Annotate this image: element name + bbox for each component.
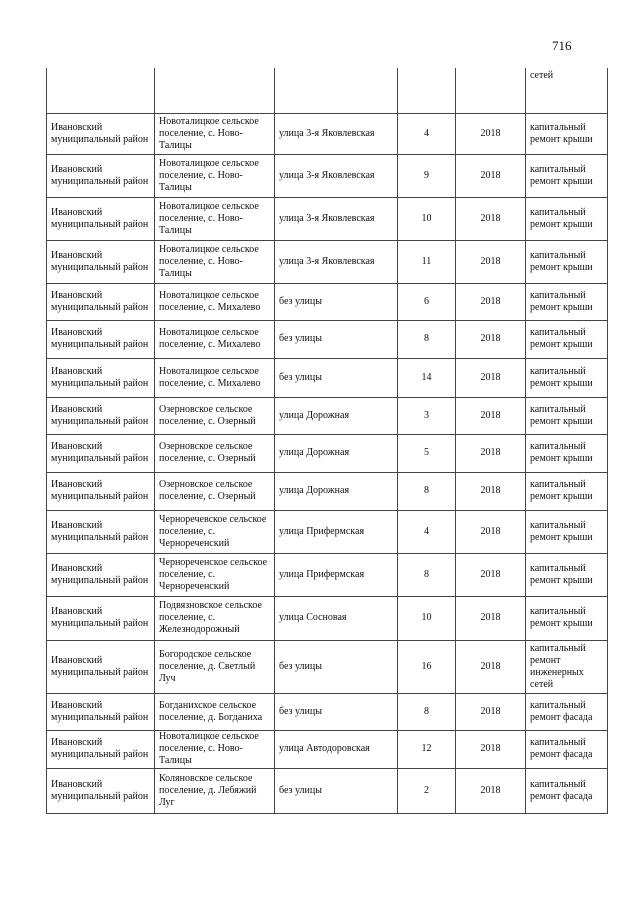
year-cell: 2018	[456, 472, 526, 510]
table-row	[47, 596, 608, 640]
district-cell	[47, 68, 155, 113]
house-cell: 8	[398, 693, 456, 730]
street-cell: улица Сосновая	[275, 596, 398, 640]
year-cell: 2018	[456, 693, 526, 730]
year-cell: 2018	[456, 768, 526, 813]
house-cell	[398, 68, 456, 113]
work-cell: капитальный ремонт крыши	[526, 320, 608, 358]
year-cell: 2018	[456, 197, 526, 240]
page-number: 716	[552, 38, 572, 53]
house-cell: 3	[398, 397, 456, 434]
table-row	[47, 472, 608, 510]
district-cell: Ивановский муниципальный район	[47, 154, 155, 197]
work-cell: капитальный ремонт инженерных сетей	[526, 640, 608, 693]
house-cell: 8	[398, 472, 456, 510]
table-row	[47, 640, 608, 693]
table-row	[47, 240, 608, 283]
street-cell: улица 3-я Яковлевская	[275, 113, 398, 154]
settlement-cell: Богданихское сельское поселение, д. Богданиха	[155, 693, 275, 730]
street-cell: улица 3-я Яковлевская	[275, 197, 398, 240]
settlement-cell	[155, 68, 275, 113]
street-cell: без улицы	[275, 358, 398, 397]
house-cell: 14	[398, 358, 456, 397]
house-cell: 2	[398, 768, 456, 813]
settlement-cell: Коляновское сельское поселение, д. Лебяжий Луг	[155, 768, 275, 813]
table-row	[47, 434, 608, 472]
house-cell: 16	[398, 640, 456, 693]
table-row	[47, 320, 608, 358]
year-cell: 2018	[456, 553, 526, 596]
year-cell: 2018	[456, 730, 526, 768]
work-cell: капитальный ремонт фасада	[526, 768, 608, 813]
year-cell: 2018	[456, 397, 526, 434]
house-cell: 4	[398, 113, 456, 154]
year-cell: 2018	[456, 596, 526, 640]
house-cell: 6	[398, 283, 456, 320]
settlement-cell: Озерновское сельское поселение, с. Озерный	[155, 397, 275, 434]
street-cell: улица Прифермская	[275, 510, 398, 553]
district-cell: Ивановский муниципальный район	[47, 693, 155, 730]
work-cell: капитальный ремонт крыши	[526, 434, 608, 472]
year-cell: 2018	[456, 283, 526, 320]
table-row	[47, 553, 608, 596]
house-cell: 8	[398, 320, 456, 358]
year-cell: 2018	[456, 113, 526, 154]
work-cell: капитальный ремонт крыши	[526, 510, 608, 553]
street-cell: улица Дорожная	[275, 397, 398, 434]
housing-repair-table	[46, 68, 608, 814]
district-cell: Ивановский муниципальный район	[47, 640, 155, 693]
street-cell: без улицы	[275, 768, 398, 813]
district-cell: Ивановский муниципальный район	[47, 197, 155, 240]
table-row	[47, 768, 608, 813]
settlement-cell: Новоталицкое сельское поселение, с. Михалево	[155, 283, 275, 320]
settlement-cell: Озерновское сельское поселение, с. Озерный	[155, 472, 275, 510]
work-cell: сетей	[526, 68, 608, 113]
settlement-cell: Новоталицкое сельское поселение, с. Михалево	[155, 358, 275, 397]
work-cell: капитальный ремонт крыши	[526, 154, 608, 197]
settlement-cell: Черноречевское сельское поселение, с. Чернореченский	[155, 510, 275, 553]
table-row	[47, 510, 608, 553]
year-cell: 2018	[456, 240, 526, 283]
district-cell: Ивановский муниципальный район	[47, 240, 155, 283]
work-cell: капитальный ремонт крыши	[526, 113, 608, 154]
street-cell: без улицы	[275, 640, 398, 693]
settlement-cell: Новоталицкое сельское поселение, с. Ново-Талицы	[155, 197, 275, 240]
year-cell: 2018	[456, 320, 526, 358]
work-cell: капитальный ремонт крыши	[526, 397, 608, 434]
settlement-cell: Богородское сельское поселение, д. Светлый Луч	[155, 640, 275, 693]
table-row	[47, 154, 608, 197]
district-cell: Ивановский муниципальный район	[47, 320, 155, 358]
district-cell: Ивановский муниципальный район	[47, 510, 155, 553]
street-cell: улица Прифермская	[275, 553, 398, 596]
street-cell: улица 3-я Яковлевская	[275, 240, 398, 283]
house-cell: 8	[398, 553, 456, 596]
house-cell: 10	[398, 596, 456, 640]
work-cell: капитальный ремонт крыши	[526, 197, 608, 240]
year-cell: 2018	[456, 640, 526, 693]
settlement-cell: Новоталицкое сельское поселение, с. Ново-Талицы	[155, 730, 275, 768]
house-cell: 10	[398, 197, 456, 240]
street-cell: без улицы	[275, 693, 398, 730]
work-cell: капитальный ремонт крыши	[526, 240, 608, 283]
continued-row	[47, 68, 608, 113]
table-row	[47, 730, 608, 768]
table-row	[47, 113, 608, 154]
district-cell: Ивановский муниципальный район	[47, 730, 155, 768]
district-cell: Ивановский муниципальный район	[47, 596, 155, 640]
house-cell: 11	[398, 240, 456, 283]
table-row	[47, 197, 608, 240]
house-cell: 5	[398, 434, 456, 472]
street-cell: без улицы	[275, 283, 398, 320]
year-cell: 2018	[456, 434, 526, 472]
settlement-cell: Чернореченское сельское поселение, с. Чернореченский	[155, 553, 275, 596]
work-cell: капитальный ремонт крыши	[526, 358, 608, 397]
year-cell	[456, 68, 526, 113]
settlement-cell: Новоталицкое сельское поселение, с. Михалево	[155, 320, 275, 358]
district-cell: Ивановский муниципальный район	[47, 434, 155, 472]
year-cell: 2018	[456, 510, 526, 553]
district-cell: Ивановский муниципальный район	[47, 472, 155, 510]
street-cell: улица Дорожная	[275, 434, 398, 472]
street-cell: улица Дорожная	[275, 472, 398, 510]
table-row	[47, 283, 608, 320]
settlement-cell: Новоталицкое сельское поселение, с. Ново-Талицы	[155, 154, 275, 197]
district-cell: Ивановский муниципальный район	[47, 113, 155, 154]
work-cell: капитальный ремонт крыши	[526, 283, 608, 320]
district-cell: Ивановский муниципальный район	[47, 358, 155, 397]
street-cell: улица 3-я Яковлевская	[275, 154, 398, 197]
table-row	[47, 358, 608, 397]
table-row	[47, 693, 608, 730]
settlement-cell: Новоталицкое сельское поселение, с. Ново-Талицы	[155, 240, 275, 283]
street-cell	[275, 68, 398, 113]
house-cell: 9	[398, 154, 456, 197]
settlement-cell: Новоталицкое сельское поселение, с. Ново-Талицы	[155, 113, 275, 154]
work-cell: капитальный ремонт фасада	[526, 693, 608, 730]
street-cell: улица Автодоровская	[275, 730, 398, 768]
house-cell: 4	[398, 510, 456, 553]
house-cell: 12	[398, 730, 456, 768]
work-cell: капитальный ремонт крыши	[526, 472, 608, 510]
district-cell: Ивановский муниципальный район	[47, 397, 155, 434]
work-cell: капитальный ремонт крыши	[526, 596, 608, 640]
table-row	[47, 397, 608, 434]
work-cell: капитальный ремонт крыши	[526, 553, 608, 596]
district-cell: Ивановский муниципальный район	[47, 768, 155, 813]
street-cell: без улицы	[275, 320, 398, 358]
district-cell: Ивановский муниципальный район	[47, 283, 155, 320]
year-cell: 2018	[456, 358, 526, 397]
settlement-cell: Подвязновское сельское поселение, с. Железнодорожный	[155, 596, 275, 640]
settlement-cell: Озерновское сельское поселение, с. Озерный	[155, 434, 275, 472]
year-cell: 2018	[456, 154, 526, 197]
work-cell: капитальный ремонт фасада	[526, 730, 608, 768]
district-cell: Ивановский муниципальный район	[47, 553, 155, 596]
